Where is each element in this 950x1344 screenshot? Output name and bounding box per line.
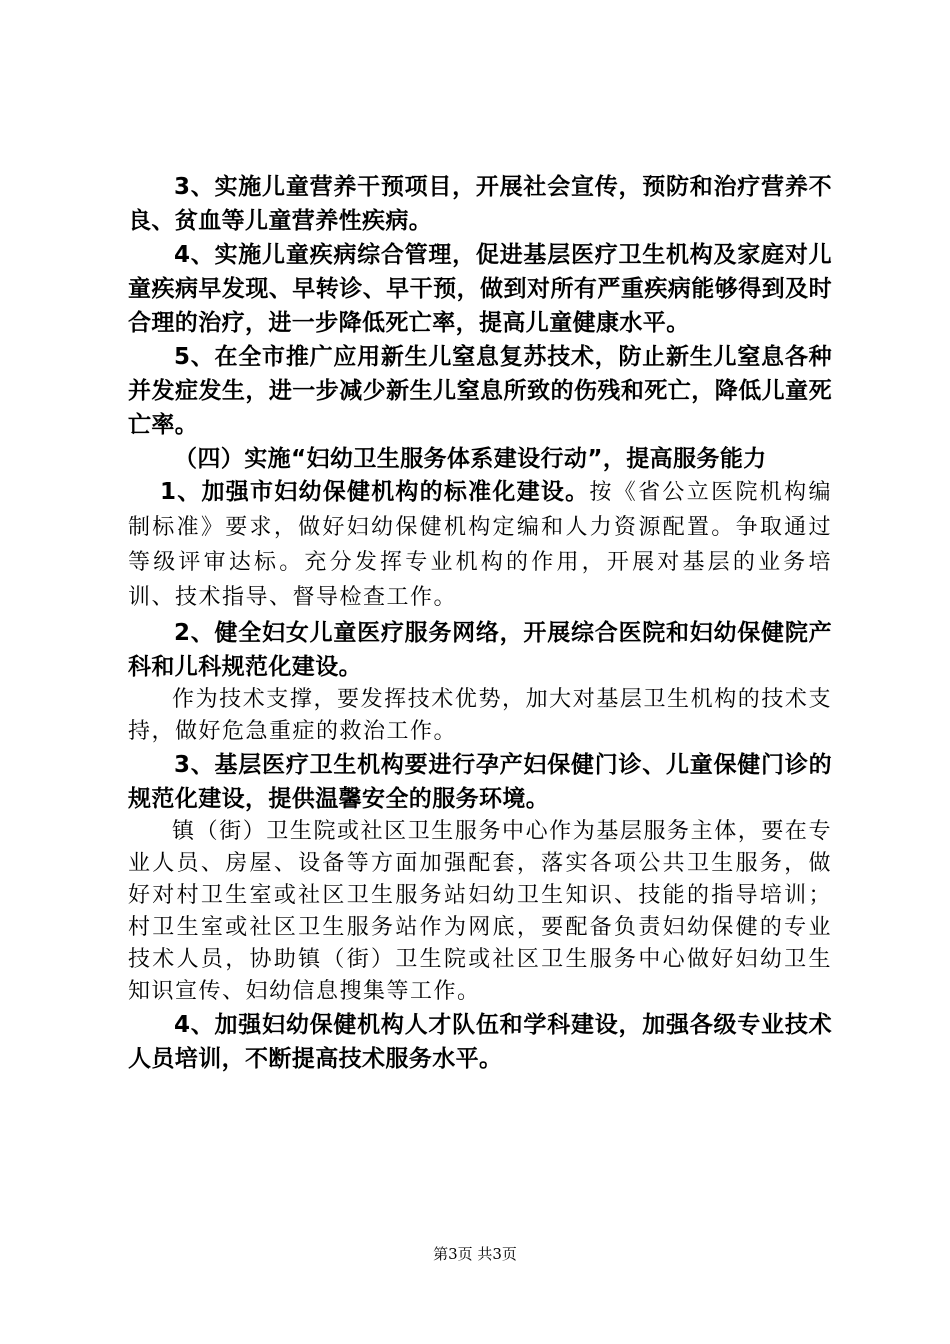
paragraph-township-centers: 镇（街）卫生院或社区卫生服务中心作为基层服务主体，要在专业人员、房屋、设备等方面加强配套，落实各项公共卫生服务，做好对村卫生室或社区卫生服务站妇幼卫生知识、技能的指导培训；村卫生室或社区卫生服务站作为网底，要配备负责妇幼保健的专业技术人员，协助镇（街）卫生院或社区卫生服务中心做好妇幼卫生知识宣传、妇幼信息搜集等工作。 xyxy=(128,819,832,1004)
document-body xyxy=(128,170,832,1076)
paragraph-standardization xyxy=(128,476,832,616)
paragraph-grassroots-clinics: 3、基层医疗卫生机构要进行孕产妇保健门诊、儿童保健门诊的规范化建设，提供温馨安全的服务环境。 xyxy=(128,752,832,812)
section-heading-four: （四）实施“妇幼卫生服务体系建设行动”，提高服务能力 xyxy=(174,446,767,472)
paragraph-nutrition: 3、实施儿童营养干预项目，开展社会宣传，预防和治疗营养不良、贫血等儿童营养性疾病。 xyxy=(128,174,832,234)
paragraph-neonatal-resuscitation: 5、在全市推广应用新生儿窒息复苏技术，防止新生儿窒息各种并发症发生，进一步减少新生儿窒息所致的伤残和死亡，降低儿童死亡率。 xyxy=(128,344,832,438)
paragraph-technical-support: 作为技术支撑，要发挥技术优势，加大对基层卫生机构的技术支持，做好危急重症的救治工作。 xyxy=(128,687,832,744)
page-number: 第3页 共3页 xyxy=(433,1245,517,1263)
paragraph-standardization-lead: 1、加强市妇幼保健机构的标准化建设。 xyxy=(160,479,590,505)
paragraph-service-network: 2、健全妇女儿童医疗服务网络，开展综合医院和妇幼保健院产科和儿科规范化建设。 xyxy=(128,620,832,680)
paragraph-disease-management: 4、实施儿童疾病综合管理，促进基层医疗卫生机构及家庭对儿童疾病早发现、早转诊、早干预，做到对所有严重疾病能够得到及时合理的治疗，进一步降低死亡率，提高儿童健康水平。 xyxy=(128,242,832,336)
paragraph-standardization-rest: 按《省公立医院机构编制标准》要求，做好妇幼保健机构定编和人力资源配置。争取通过等级评审达标。充分发挥专业机构的作用，开展对基层的业务培训、技术指导、督导检查工作。 xyxy=(128,480,832,610)
paragraph-talent-building: 4、加强妇幼保健机构人才队伍和学科建设，加强各级专业技术人员培训，不断提高技术服务水平。 xyxy=(128,1012,832,1072)
